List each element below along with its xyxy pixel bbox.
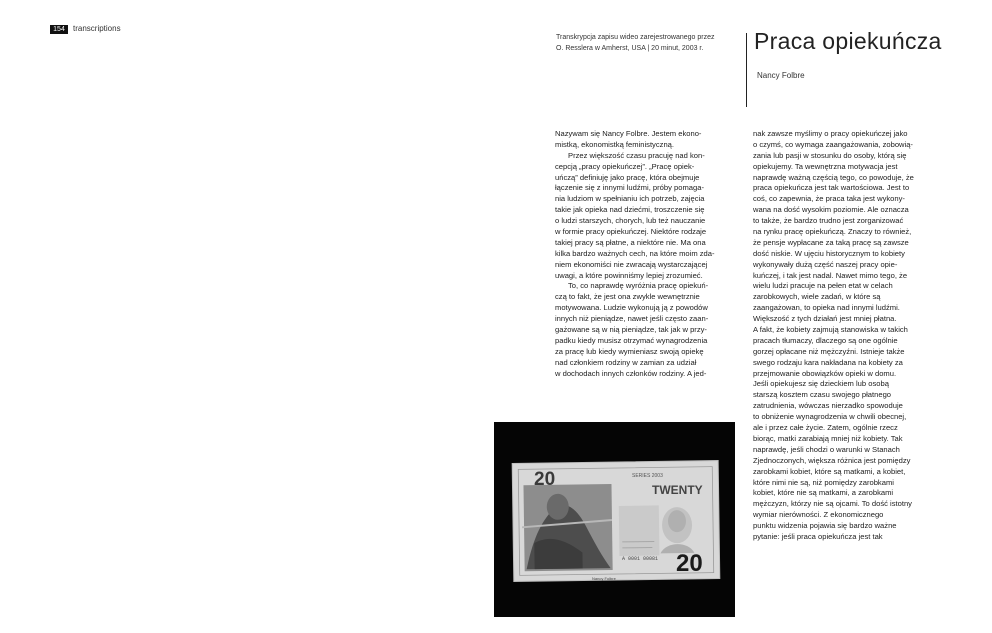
text-line: coś, co zapewnia, że praca taka jest wykony- [753,194,905,204]
text-line: gażowane są w nią pieniądze, tak jak w przy- [555,325,707,335]
text-line: w formie pracy opiekuńczej. Niektóre rodzaje [555,227,707,237]
text-line: zarobkowych, wiele zadań, w które są [753,292,881,302]
text-line: padku kiedy musisz otrzymać wynagrodzenia [555,335,708,345]
banknote-numeral-bottom: 20 [676,550,703,577]
text-line: przejmowanie obowiązków opieki w domu. [753,368,897,378]
text-line: wana na dość wysokim poziomie. Ale oznacza [753,205,909,215]
text-line: opiekujemy. Ta wewnętrzna motywacja jest [753,161,898,171]
text-line: innych niż pieniądze, nawet jeśli często zaan- [555,314,709,324]
text-line: A fakt, że kobiety zajmują stanowiska w takich [753,325,908,335]
text-line: starszą kosztem czasu swojego płatnego [753,390,892,400]
text-line: gorzej opłacane niż mężczyźni. Istnieje także [753,346,905,356]
text-line: punktu widzenia pojawia się bardzo ważne [753,521,897,531]
banknote-series-text: SERIES 2003 [632,473,663,479]
text-line: mężczyzn, którzy nie są ojcami. To dość istotny [753,499,912,509]
text-line: swego rodzaju kara nakładana na kobiety za [753,357,903,367]
text-column-right [753,129,914,543]
banknote-denomination-word: TWENTY [652,483,703,497]
text-line: kobiet, które nie są matkami, a zarobkami [753,488,894,498]
text-line: czą to fakt, że jest ona zwykle wewnętrznie [555,292,700,302]
text-line: ale i przez całe życie. Zatem, ogólnie rzecz [753,423,898,433]
text-line: Większość z tych działań jest mniej płatna. [753,314,897,324]
text-column-left [555,129,715,379]
text-line: wielu ludzi pracuje na pełen etat w celach [753,281,893,291]
article-title: Praca opiekuńcza [754,28,942,54]
text-line: które nimi nie są, niż pomiędzy zarobkami [753,477,894,487]
text-line: łączenie się z innymi ludźmi, próby pomaga- [555,183,704,193]
text-line: kilka bardzo ważnych cech, na które moim zda- [555,248,715,258]
text-line: cepcją „pracy opiekuńczej”. „Pracę opiek- [555,161,695,171]
text-line: o ludzi starszych, chorych, lub też nauczanie [555,216,706,226]
text-line: za pracę lub kiedy wymieniasz swoją opiekę [555,346,704,356]
banknote-serial: A 0001 00081 [622,556,659,562]
text-line: pracach tłumaczy, dlaczego są one ogólnie [753,335,898,345]
text-line: dość niskie. W ujęciu historycznym to kobiety [753,248,905,258]
text-line: w dochodach innych członków rodziny. A jed- [555,368,707,378]
text-line: że pensje wypłacane za taką pracę są zawsze [753,237,909,247]
text-line: zania lub pasji w stosunku do osoby, którą się [753,150,907,160]
text-line: nia ludziom w spełnianiu ich potrzeb, zajęcia [555,194,705,204]
text-line: biorąc, matki zarabiają mniej niż kobiety. Tak [753,433,903,443]
text-line: takie jak opieka nad dziećmi, troszczenie się [555,205,705,215]
text-line: to także, że bardzo trudno jest zorganizować [753,216,904,226]
source-note-line-2: O. Resslera w Amherst, USA | 20 minut, 2003 r. [556,45,704,52]
text-line: To, co naprawdę wyróżnia pracę opiekuń- [568,281,709,291]
text-line: o czymś, co wymaga zaangażowania, zobowią- [753,139,913,149]
text-line: wykonywały dużą część naszej pracy opie- [753,259,898,269]
text-line: takiej pracy są płatne, a niektóre nie. Ma ona [555,237,706,247]
text-line: Nazywam się Nancy Folbre. Jestem ekono- [555,129,702,138]
source-note-line-1: Transkrypcja zapisu wideo zarejestrowanego przez [556,34,715,41]
text-line: naprawdę ważną częścią tego, co powoduje, że [753,172,914,182]
page-number: 154 [50,25,68,34]
text-line: kuńczej, i tak jest nadal. Nawet mimo tego, że [753,270,908,280]
text-line: zaangażowan, to opieka nad innymi ludźmi. [753,303,900,313]
text-line: uńczą” definiuję jako pracę, która obejmuje [555,172,700,182]
text-line: praca opiekuńcza jest tak wartościowa. Jest to [753,183,910,193]
text-line: nad członkiem rodziny w zamian za udział [555,357,697,367]
source-note [556,32,736,54]
text-line: mistką, ekonomistką feministyczną. [555,139,675,149]
banknote-image [494,422,735,617]
text-line: motywowana. Ludzie wykonują ją z powodów [555,303,708,313]
text-line: zarobkami kobiet, które są matkami, a kobiet, [753,466,906,476]
text-line: nak zawsze myślimy o pracy opiekuńczej jako [753,129,908,138]
text-line: naprawdę, jeśli chodzi o warunki w Stanach [753,444,900,454]
banknote-bottom-text: Nancy Folbre [592,576,616,581]
banknote-photo [494,422,735,617]
text-line: Jeśli opiekujesz się dzieckiem lub osobą [753,379,889,389]
banknote-numeral-top: 20 [534,469,556,490]
text-line: zatrudnienia, wówczas nierzadko spowoduje [753,401,903,411]
text-line: to obniżenie wynagrodzenia w chwili obecnej, [753,412,907,422]
text-line: wymiar nierówności. Z ekonomicznego [753,510,884,520]
text-line: uwagi, a które powinniśmy lepiej zrozumieć. [555,270,703,280]
section-label: transcriptions [73,24,121,33]
article-author: Nancy Folbre [757,71,805,80]
text-line: pytanie: jeśli praca opiekuńcza jest tak [753,531,883,541]
text-line: Przez większość czasu pracuję nad kon- [568,150,705,160]
title-divider [746,33,747,107]
text-line: niem ekonomiści nie zwracają wystarczającej [555,259,708,269]
text-line: na rynku pracę opiekuńczą. Znaczy to również, [753,227,912,237]
text-line: Zjednoczonych, większa różnica jest pomiędzy [753,455,911,465]
